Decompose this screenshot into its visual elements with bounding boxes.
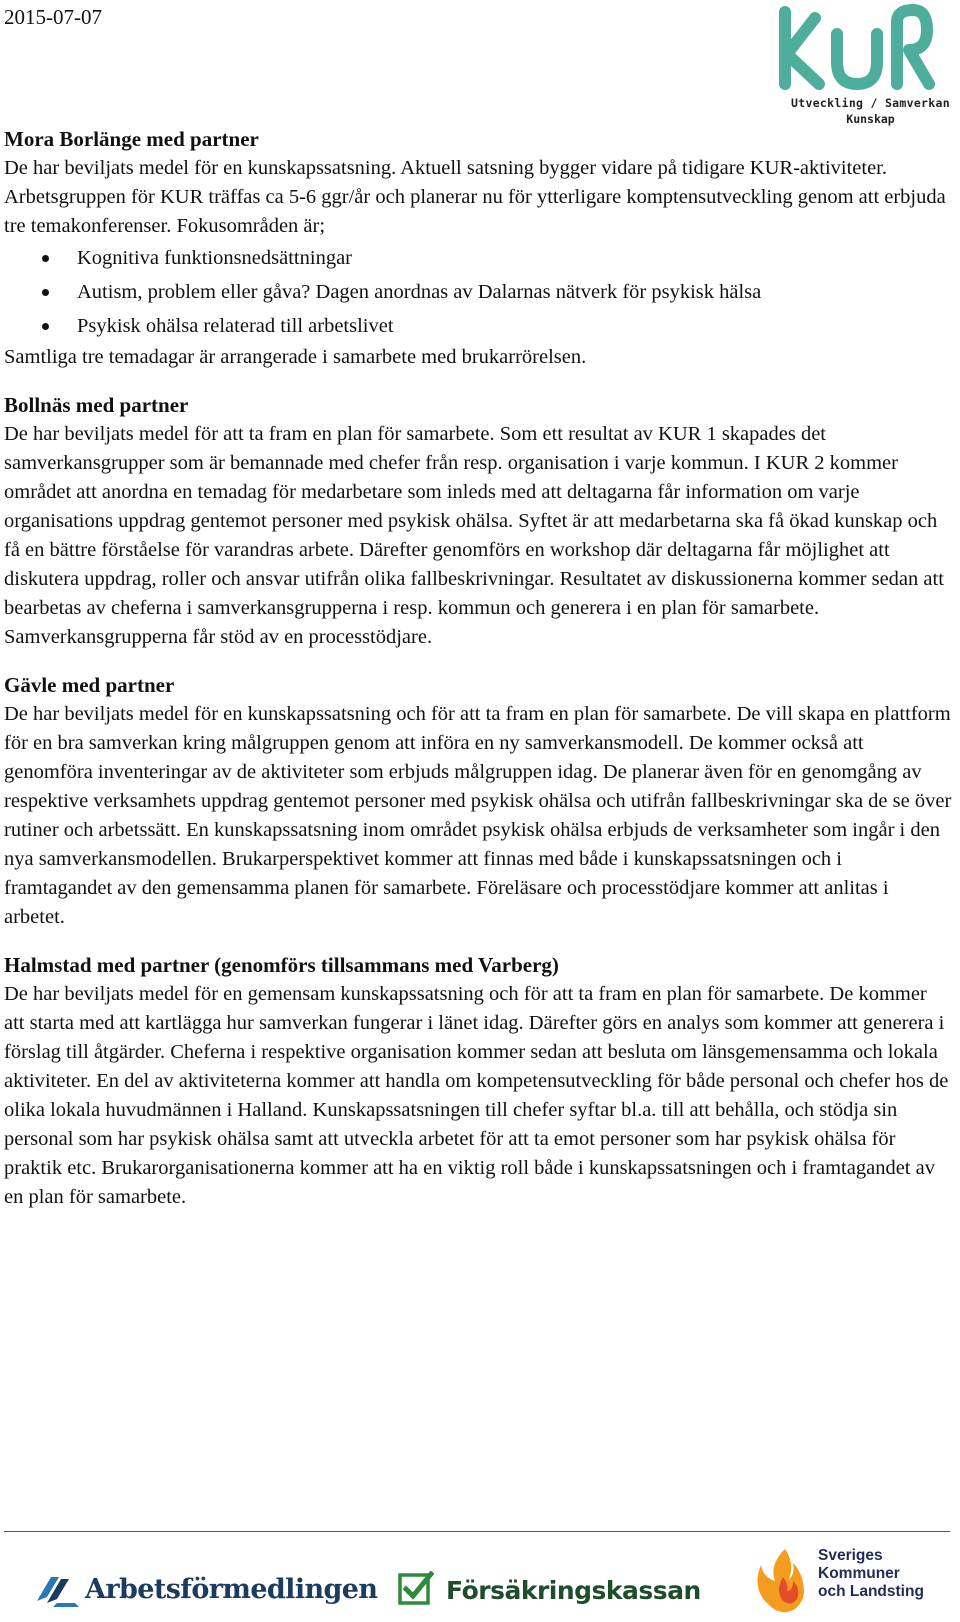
kur-tagline-line1: Utveckling / Samverkan xyxy=(791,96,950,110)
bullet-icon xyxy=(42,289,49,296)
section-gavle xyxy=(4,671,952,932)
section-body: De har beviljats medel för en kunskapssatsning och för att ta fram en plan för samarbete. De vill skapa en plattform för en bra samverkan kring målgruppen genom att införa en ny samverkansmodell. De kommer också att genomföra inventeringar av de aktiviteter som erbjuds målgruppen idag. De planerar även för en genomgång av respektive verksamhets uppdrag gentemot personer med psykisk ohälsa och utifrån fallbeskrivningar ska de se över rutiner och arbetssätt. En kunskapssatsning inom området psykisk ohälsa erbjuds de verksamheter som ingår i den nya samverkansmodellen. Brukarperspektivet kommer att finnas med både i kunskapssatsningen och i framtagandet av den gemensamma planen för samarbete. Föreläsare och processtödjare kommer att anlitas i arbetet. xyxy=(4,703,952,928)
footer-divider xyxy=(4,1531,950,1532)
skl-logo xyxy=(755,1545,955,1622)
forsakringskassan-logo xyxy=(398,1567,701,1619)
bullet-list xyxy=(4,241,952,343)
list-item: Psykisk ohälsa relaterad till arbetslivet xyxy=(4,309,952,343)
arbetsformedlingen-wordmark: Arbetsförmedlingen xyxy=(85,1574,378,1605)
section-body: De har beviljats medel för att ta fram en plan för samarbete. Som ett resultat av KUR 1 skapades det samverkansgrupper som är bemannade med chefer från resp. organisation i varje kommun. I KUR 2 kommer området att anordna en temadag för medarbetare som inleds med att deltagarna får information om varje organisations uppdrag gentemot personer med psykisk ohälsa. Syftet är att medarbetarna ska få ökad kunskap och få en bättre förståelse för varandras arbete. Därefter genomförs en workshop där deltagarna får möjlighet att diskutera uppdrag, roller och ansvar utifrån olika fallbeskrivningar. Resultatet av diskussionerna kommer sedan att bearbetas av cheferna i samverkansgrupperna i resp. kommun och generera i en plan för samarbete. Samverkansgrupperna får stöd av en processtödjare. xyxy=(4,423,944,648)
kur-tagline-line2: Kunskap xyxy=(846,112,895,126)
arbetsformedlingen-logo xyxy=(35,1569,378,1619)
bullet-icon xyxy=(42,323,49,330)
section-halmstad xyxy=(4,951,952,1212)
document-body xyxy=(4,125,952,1231)
list-item: Autism, problem eller gåva? Dagen anordnas av Dalarnas nätverk för psykisk hälsa xyxy=(4,275,952,309)
section-mora xyxy=(4,125,952,372)
section-bollnas xyxy=(4,391,952,652)
forsakringskassan-wordmark: Försäkringskassan xyxy=(446,1576,701,1605)
section-heading: Gävle med partner xyxy=(4,673,175,697)
section-body: De har beviljats medel för en gemensam kunskapssatsning och för att ta fram en plan för samarbete. De kommer att starta med att kartlägga hur samverkan fungerar i länet idag. Därefter görs en analys som kommer att generera i förslag till åtgärder. Cheferna i respektive organisation kommer sedan att besluta om länsgemensamma och lokala aktiviteter. En del av aktiviteterna kommer att handla om kompetensutveckling för både personal och chefer hos de olika lokala huvudmännen i Halland. Kunskapssatsningen till chefer syftar bl.a. till att behålla, och stödja sin personal som har psykisk ohälsa samt att utveckla arbetet för att ta emot personer som har psykisk ohälsa för praktik etc. Brukarorganisationerna kommer att ha en viktig roll både i kunskapssatsningen och i framtagandet av en plan för samarbete. xyxy=(4,983,949,1208)
section-outro: Samtliga tre temadagar är arrangerade i samarbete med brukarrörelsen. xyxy=(4,346,587,368)
section-heading: Halmstad med partner (genomförs tillsammans med Varberg) xyxy=(4,953,559,977)
forsakringskassan-check-icon xyxy=(398,1571,434,1607)
section-heading: Bollnäs med partner xyxy=(4,393,189,417)
section-heading: Mora Borlänge med partner xyxy=(4,127,259,151)
kur-wordmark-icon xyxy=(775,0,935,96)
skl-wordmark: Sveriges Kommuner och Landsting xyxy=(818,1547,924,1600)
bullet-icon xyxy=(42,255,49,262)
document-date: 2015-07-07 xyxy=(4,5,102,29)
footer-logos xyxy=(0,1545,960,1622)
section-intro: De har beviljats medel för en kunskapssatsning. Aktuell satsning bygger vidare på tidigare KUR-aktiviteter. Arbetsgruppen för KUR träffas ca 5-6 ggr/år och planerar nu för ytterligare komptensutveckling genom att erbjuda tre temakonferenser. Fokusområden är; xyxy=(4,157,946,237)
arbetsformedlingen-arrow-icon xyxy=(35,1571,81,1611)
skl-flame-icon xyxy=(755,1547,809,1619)
list-item: Kognitiva funktionsnedsättningar xyxy=(4,241,952,275)
kur-logo xyxy=(775,0,960,130)
